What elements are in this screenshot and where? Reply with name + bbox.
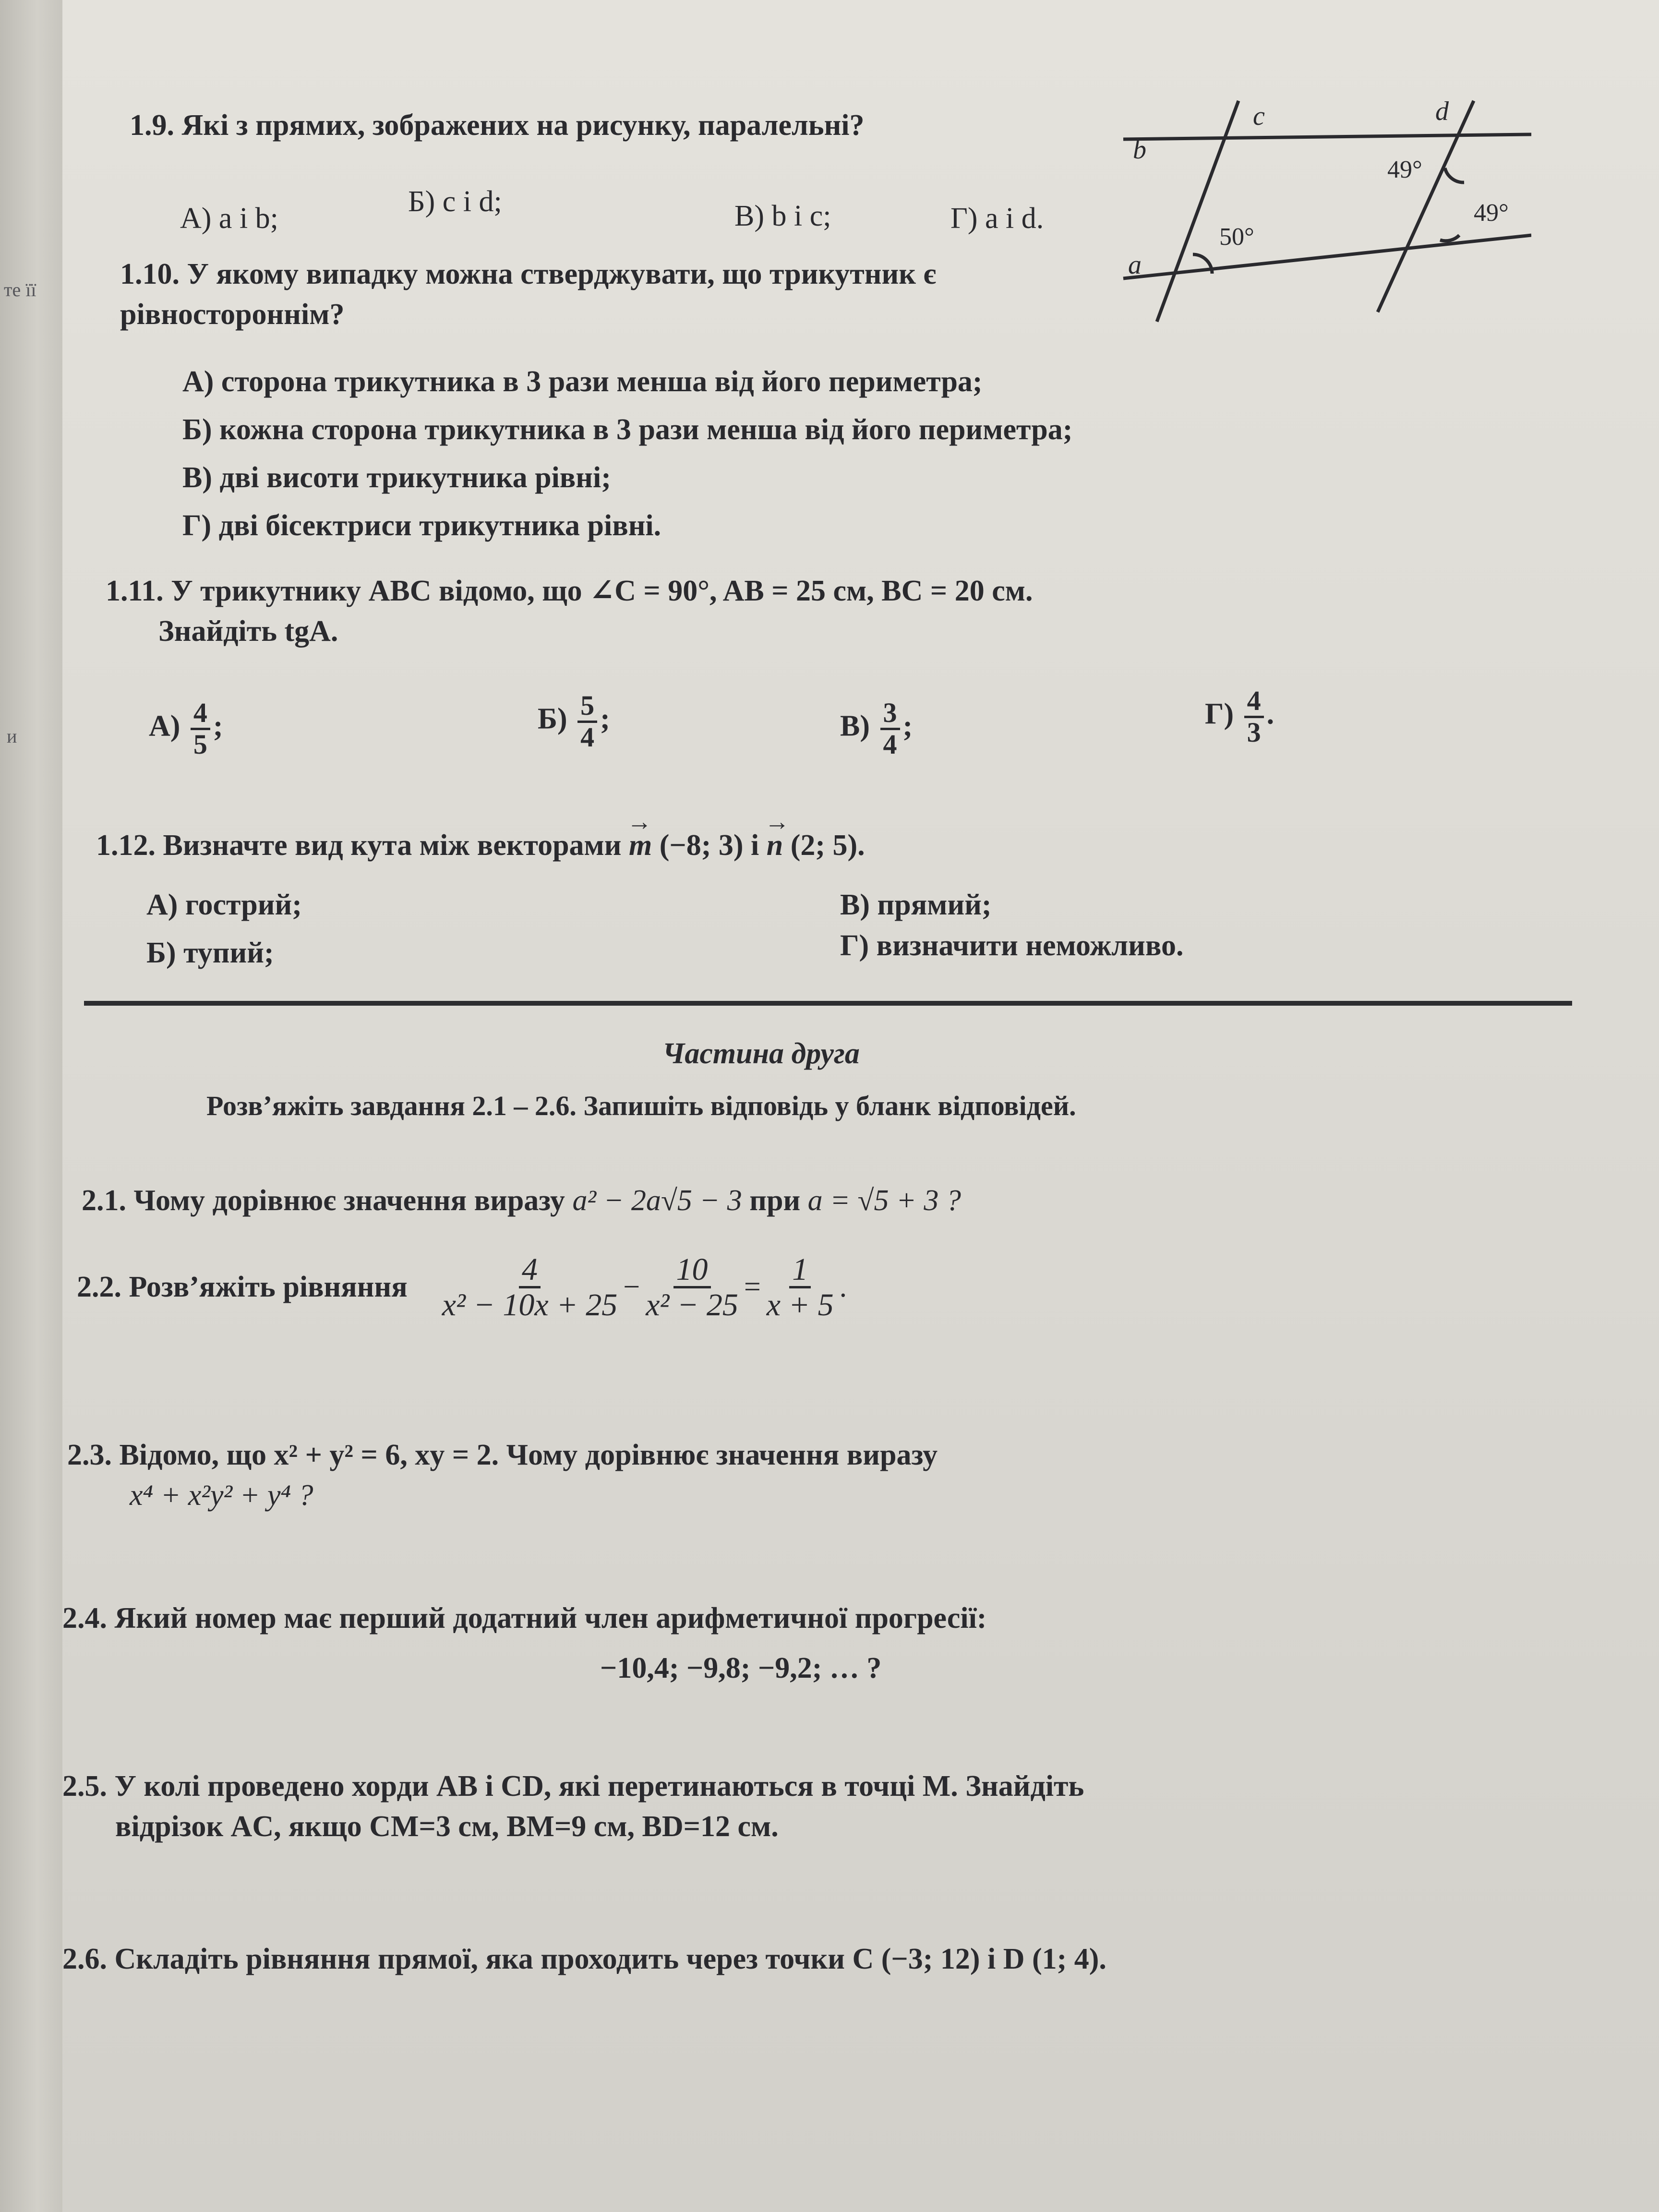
option-label: Г) bbox=[1205, 697, 1234, 731]
fraction bbox=[439, 1253, 620, 1322]
expression: x⁴ + x²y² + y⁴ ? bbox=[130, 1479, 313, 1512]
fraction-numerator: 4 bbox=[519, 1253, 541, 1288]
question-number: 1.9. bbox=[130, 109, 174, 142]
fraction-denominator: x² − 10x + 25 bbox=[442, 1287, 618, 1323]
fraction-denominator: 4 bbox=[883, 728, 897, 760]
fraction bbox=[1244, 686, 1264, 747]
option-end: ; bbox=[902, 709, 913, 743]
question-text: Визначте вид кута між векторами bbox=[163, 829, 622, 862]
question-text: У якому випадку можна стверджувати, що трикутник є рівностороннім? bbox=[120, 258, 937, 331]
option-g: Г) дві бісектриси трикутника рівні. bbox=[182, 509, 661, 542]
question-text: Які з прямих, зображених на рисунку, паралельні? bbox=[181, 109, 865, 142]
question-2-2 bbox=[77, 1253, 1589, 1322]
question-number: 1.10. bbox=[120, 258, 180, 290]
line-label-d: d bbox=[1435, 96, 1449, 126]
question-number: 2.5. bbox=[62, 1770, 107, 1803]
question-number: 2.3. bbox=[67, 1439, 112, 1471]
question-text: Відомо, що x² + y² = 6, xy = 2. Чому дорівнює значення виразу bbox=[119, 1439, 938, 1471]
option-label: А) bbox=[149, 709, 180, 743]
fraction-numerator: 3 bbox=[880, 698, 900, 730]
fraction-numerator: 5 bbox=[577, 691, 597, 723]
question-number: 2.2. bbox=[77, 1270, 121, 1303]
question-text: Який номер має перший додатний член арифметичної прогресії: bbox=[114, 1602, 987, 1635]
fraction-denominator: 3 bbox=[1247, 716, 1261, 748]
fraction bbox=[764, 1253, 837, 1322]
angle-label: 49° bbox=[1474, 199, 1509, 227]
fraction-denominator: 5 bbox=[193, 728, 207, 760]
question-text: Розв’яжіть рівняння bbox=[129, 1270, 408, 1303]
binding-fragment: и bbox=[7, 725, 17, 747]
option-a: А) сторона трикутника в 3 рази менша від його периметра; bbox=[182, 365, 983, 398]
question-1-10 bbox=[120, 254, 1128, 335]
line-label-a: a bbox=[1128, 250, 1142, 280]
fraction-numerator: 1 bbox=[789, 1253, 811, 1288]
question-1-9 bbox=[130, 106, 946, 146]
option-g bbox=[1205, 686, 1274, 747]
fraction-denominator: 4 bbox=[580, 721, 595, 753]
question-2-6 bbox=[62, 1939, 1608, 1980]
vector-n: → n bbox=[767, 826, 783, 866]
part-two-instruction: Розв’яжіть завдання 2.1 – 2.6. Запишіть відповідь у бланк відповідей. bbox=[206, 1090, 1076, 1121]
question-text-2: Знайдіть tgA. bbox=[158, 614, 338, 648]
option-b: Б) c і d; bbox=[408, 185, 502, 218]
section-divider bbox=[84, 1001, 1572, 1006]
operator: = bbox=[744, 1270, 761, 1303]
vector-n-coords: (2; 5). bbox=[790, 829, 865, 862]
question-number: 1.12. bbox=[96, 829, 156, 862]
option-g: Г) визначити неможливо. bbox=[840, 929, 1184, 962]
option-a bbox=[149, 698, 223, 759]
option-v: В) прямий; bbox=[840, 889, 992, 921]
question-number: 2.6. bbox=[62, 1943, 107, 1975]
condition: a = √5 + 3 ? bbox=[807, 1184, 961, 1217]
operator: − bbox=[623, 1270, 640, 1303]
fraction-denominator: x² − 25 bbox=[646, 1287, 738, 1323]
option-end: ; bbox=[213, 709, 223, 743]
option-g: Г) a і d. bbox=[950, 202, 1044, 235]
option-v: В) дві висоти трикутника рівні; bbox=[182, 461, 611, 494]
textbook-page bbox=[62, 0, 1659, 2212]
vector-m: → m bbox=[629, 826, 652, 866]
option-b bbox=[538, 691, 610, 752]
part-two-title: Частина друга bbox=[662, 1037, 860, 1070]
fraction bbox=[643, 1253, 741, 1322]
question-2-5 bbox=[62, 1767, 1608, 1847]
fraction bbox=[577, 691, 597, 752]
option-end: ; bbox=[600, 702, 610, 735]
question-text: У колі проведено хорди AB і CD, які перетинаються в точці M. Знайдіть bbox=[114, 1770, 1084, 1803]
option-a: А) a і b; bbox=[180, 202, 278, 235]
fraction-numerator: 4 bbox=[1244, 686, 1264, 718]
question-text: Складіть рівняння прямої, яка проходить через точки C (−3; 12) і D (1; 4). bbox=[114, 1943, 1106, 1975]
line-label-c: c bbox=[1253, 101, 1265, 131]
option-label: Б) bbox=[538, 702, 567, 735]
expression: a² − 2a√5 − 3 bbox=[572, 1184, 742, 1217]
question-2-1 bbox=[82, 1181, 1570, 1221]
option-b: Б) тупий; bbox=[146, 937, 274, 969]
fraction-numerator: 4 bbox=[191, 698, 210, 730]
option-end: . bbox=[1266, 697, 1274, 731]
vector-m-coords: (−8; 3) і bbox=[659, 829, 759, 862]
question-1-11 bbox=[106, 571, 1594, 651]
question-number: 1.11. bbox=[106, 575, 164, 607]
parallel-lines-figure bbox=[1109, 82, 1531, 341]
binding-fragment: те її bbox=[4, 279, 36, 301]
equation-end: . bbox=[839, 1270, 847, 1303]
fraction-numerator: 10 bbox=[673, 1253, 711, 1288]
option-a: А) гострий; bbox=[146, 889, 302, 921]
option-v: В) b і c; bbox=[734, 200, 831, 232]
question-text: У трикутнику ABC відомо, що ∠C = 90°, AB = 25 см, BC = 20 см. bbox=[171, 575, 1033, 607]
when-word: при bbox=[749, 1184, 801, 1217]
question-1-12 bbox=[96, 826, 1584, 866]
angle-label: 50° bbox=[1219, 223, 1254, 251]
question-2-3 bbox=[67, 1435, 1603, 1515]
fraction bbox=[191, 698, 210, 759]
sequence: −10,4; −9,8; −9,2; … ? bbox=[600, 1652, 882, 1684]
option-v bbox=[840, 698, 913, 759]
option-label: В) bbox=[840, 709, 870, 743]
angle-label: 49° bbox=[1387, 156, 1422, 183]
question-number: 2.4. bbox=[62, 1602, 107, 1635]
book-binding bbox=[0, 0, 62, 2212]
question-2-4 bbox=[62, 1599, 1599, 1639]
question-number: 2.1. bbox=[82, 1184, 126, 1217]
question-text: Чому дорівнює значення виразу bbox=[133, 1184, 565, 1217]
line-label-b: b bbox=[1133, 135, 1146, 165]
fraction-denominator: x + 5 bbox=[766, 1287, 834, 1323]
fraction bbox=[880, 698, 900, 759]
question-text-2: відрізок AC, якщо CM=3 см, BM=9 см, BD=12 см. bbox=[115, 1810, 779, 1843]
option-b: Б) кожна сторона трикутника в 3 рази менша від його периметра; bbox=[182, 413, 1073, 446]
